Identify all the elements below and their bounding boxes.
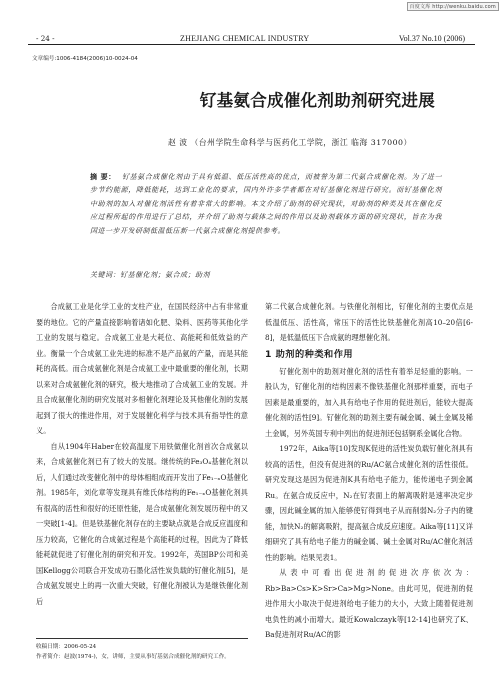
section-paragraph-2: 1972年，Aika等[10]发现K促进的活性炭负载钌催化剂具有较高的活性，但没有促进剂的Ru/AC氨合成催化剂的活性很低。研究发现这是因为促进剂K具有给电子能力，能传递电子到金属Ru。在氨合成反应中，N₂在钌表面上的解离吸附是速率决定步骤，因此碱金属的加入能够使钌得到电子从而削弱N₂分子内的键能，加快N₂的解离吸附，提高氨合成反应速度。Aika等[11]又详细研究了具有给电子能力的碱金属、碱土金属对Ru/AC催化剂活性的影响。结果见表1。 (265, 444, 473, 562)
section-paragraph-3: 从表中可看出促进剂的促进次序依次为：Rb>Ba>Cs>K>Sr>Ca>Mg>None。由此可见，促进剂的促进作用大小取决于促进剂给电子能力的大小，大致上随着促进剂电负性的减小而增大。最近Kowalczayk等[12-14]也研究了K、Ba促进剂对Ru/AC的影 (265, 568, 473, 639)
running-header (28, 33, 475, 45)
right-column (265, 299, 473, 643)
received-date: 收稿日期：2006-05-24 (36, 644, 97, 650)
volume-info: Vol.37 No.10 (2006) (398, 34, 465, 43)
page-number: - 24 - (36, 34, 55, 43)
intro-paragraph-continued: 第二代氨合成催化剂。与铁催化剂相比，钌催化剂的主要优点是低温低压、活性高，常压下的活性比铁基催化剂高10–20倍[6-8]，是低温低压下合成氨的理想催化剂。 (265, 302, 473, 342)
abstract-label: 摘 要： (90, 173, 116, 181)
keywords-label: 关键词： (90, 271, 120, 279)
left-column (36, 299, 248, 609)
section-paragraph-1: 钌催化剂中的助剂对催化剂的活性有着举足轻重的影响。一般认为，钌催化剂的结构因素不像铁基催化剂那样重要，而电子因素是最重要的，加入具有给电子作用的促进剂后，能较大提高催化剂的活性[9]。钌催化剂的助剂主要有碱金属、碱土金属及稀土金属，另外英国专利中列出的促进剂还包括锕系金属化合物。 (265, 366, 473, 438)
abstract-text: 钌基氨合成催化剂由于具有低温、低压活性高的优点，而被誉为第二代氨合成催化剂。为了进一步节约能源，降低能耗，达到工业化的要求，国内外许多学者都在对钌基催化剂进行研究。而钌基催化剂中助剂的加入对催化剂活性有着非常大的影响。本文介绍了助剂的研究现状，对助剂的种类及其在催化反应过程所起的作用进行了总结，并介绍了助剂与载体之间的作用以及助剂载体方面的研究现状，旨在为我国进一步开发研制低温低压新一代氨合成催化剂提供参考。 (90, 173, 443, 235)
journal-name: ZHEJIANG CHEMICAL INDUSTRY (180, 34, 310, 43)
section-heading: 1 助剂的种类和作用 (265, 348, 354, 360)
footnote (36, 638, 248, 662)
intro-paragraph-2: 自从1904年Haber在较高温度下用铁做催化剂首次合成氨以来，合成氨催化剂已有了较大的发展。继传统的Fe₃O₄基催化剂以后，人们通过改变催化剂中的母体相组成而开发出了Fe₁₋ₓO基催化剂。1985年，刘化章等发现具有维氏体结构的Fe₁₋ₓO基催化剂具有很高的活性和很好的还原性能，是合成氨催化剂发展历程中的又一突破[1-4]。但是铁基催化剂存在的主要缺点就是合成反应温度和压力较高，它催化的合成氨过程是个高能耗的过程，因此为了降低能耗就促进了钌催化剂的研究和开发。1992年，英国BP公司和美国Kellogg公司联合开发成功石墨化活性炭负载的钌催化剂[5]，是合成氨发展史上的再一次重大突破，钌催化剂被认为是继铁催化剂后 (36, 441, 248, 606)
abstract (90, 171, 442, 238)
paper-title: 钌基氨合成催化剂助剂研究进展 (199, 91, 435, 110)
keywords (90, 270, 442, 280)
author-bio: 作者简介：赵波(1974-)，女，讲师，主要从事钌基氨合成催化剂的研究工作。 (36, 654, 230, 660)
watermark: 百度文库 http://wenku.baidu.com (407, 2, 499, 11)
author-affiliation: 赵 波 （台州学院生命科学与医药化工学院，浙江 临海 317000） (168, 138, 412, 147)
keywords-text: 钌基催化剂；氨合成；助剂 (120, 271, 210, 279)
article-number: 文章编号:1006-4184(2006)10-0024-04 (32, 56, 138, 62)
intro-paragraph-1: 合成氨工业是化学工业的支柱产业，在国民经济中占有非常重要的地位。它的产量直接影响着诸如化肥、染料、医药等其他化学工业的发展与稳定。合成氨工业是大耗位、高能耗和低效益的产业。衡量一个合成氨工业先进的标准不是产品氨的产量，而是其能耗的高低。而合成氨催化剂是合成氨工业中最重要的催化剂，长期以来对合成氨催化剂的研究，极大地推动了合成氨工业的发展。并且合成氨催化剂的研究发展对多相催化剂理论及其他催化剂的发展起到了很大的推进作用，对于发展催化科学与技术具有指导性的意义。 (36, 302, 248, 435)
